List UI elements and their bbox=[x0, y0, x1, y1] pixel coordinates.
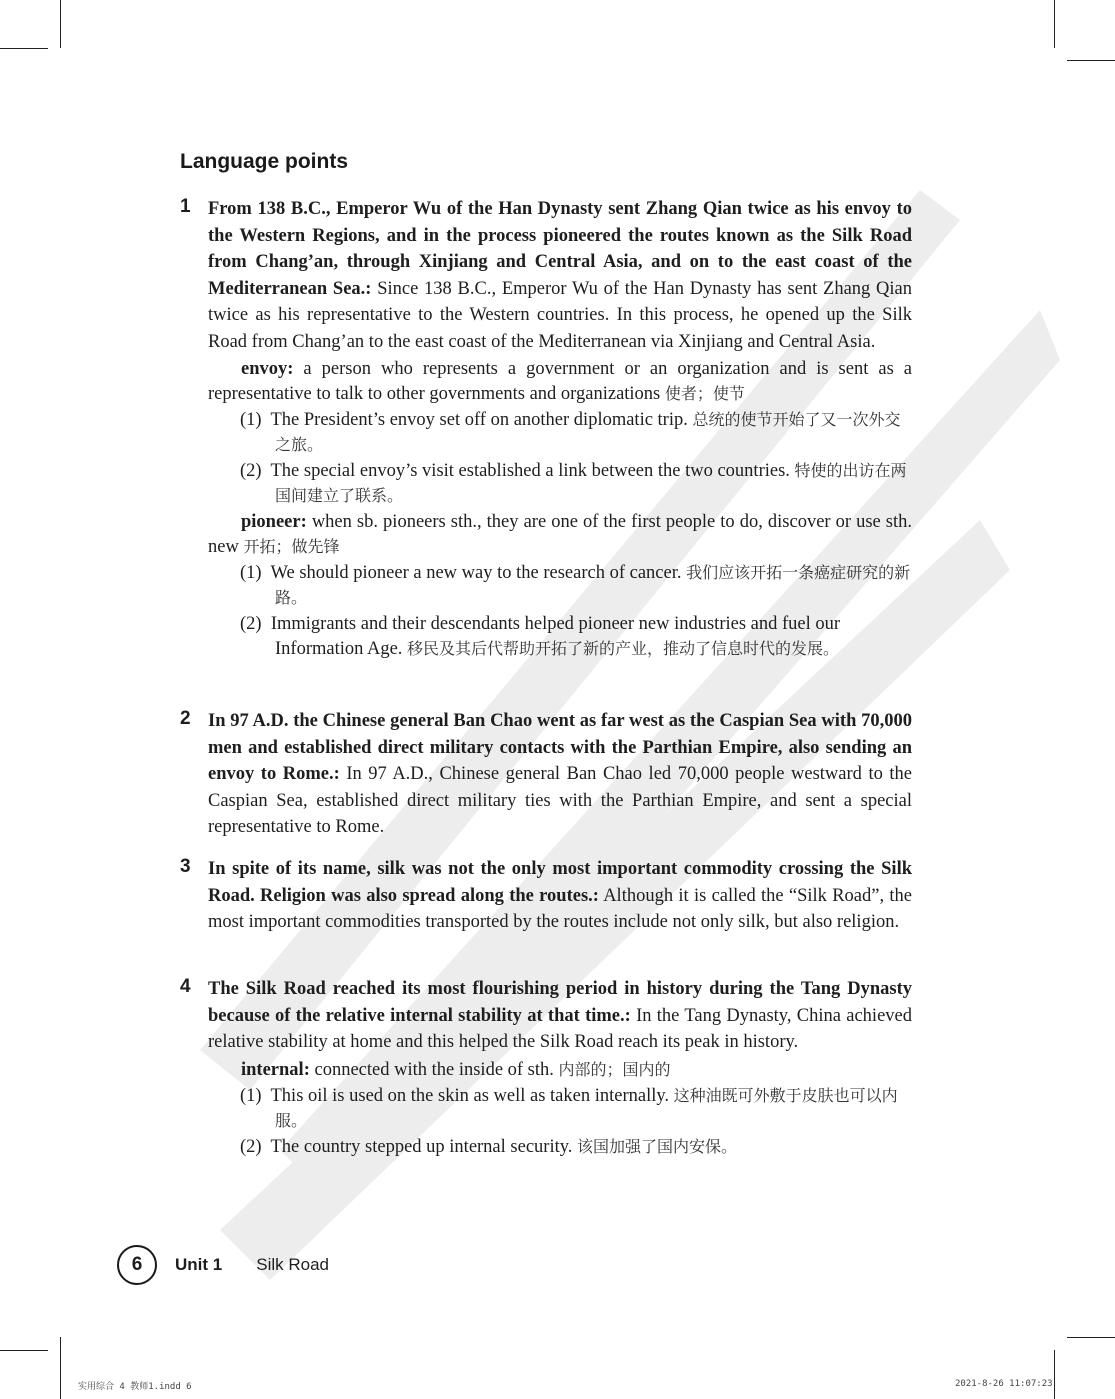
gloss-translation: 内部的；国内的 bbox=[558, 1059, 671, 1079]
gloss-entry bbox=[208, 357, 912, 406]
item-paragraph bbox=[208, 708, 912, 841]
gloss-term: pioneer: bbox=[241, 512, 307, 532]
item-sentence: From 138 B.C., Emperor Wu of the Han Dynasty sent Zhang Qian twice as his envoy to the Western Regions, and in the process pioneered the routes known as the Silk Road from Chang’an, through Xinjiang and Central Asia, and on to the east coast of the Mediterranean Sea.: bbox=[208, 199, 912, 299]
example-sentence bbox=[240, 459, 912, 508]
unit-label: Unit 1 bbox=[175, 1255, 223, 1274]
slug-timestamp: 2021-8-26 11:07:23 bbox=[955, 1379, 1053, 1389]
example-number: (1) bbox=[240, 1086, 262, 1106]
example-sentence bbox=[240, 1084, 912, 1133]
example-sentence bbox=[240, 1135, 912, 1160]
example-chinese: 总统的使节开始了又一次外交之旅。 bbox=[275, 410, 901, 454]
example-english: We should pioneer a new way to the research of cancer. bbox=[270, 563, 687, 583]
item-sentence: In spite of its name, silk was not the only most important commodity crossing the Silk Road. Religion was also spread along the routes.: bbox=[208, 859, 912, 906]
example-english: This oil is used on the skin as well as taken internally. bbox=[270, 1086, 674, 1106]
section-heading: Language points bbox=[180, 150, 348, 173]
example-sentence bbox=[240, 612, 912, 661]
item-paragraph bbox=[208, 856, 912, 936]
gloss-entry bbox=[208, 1058, 912, 1083]
example-number: (2) bbox=[240, 1137, 262, 1157]
item-number: 3 bbox=[180, 856, 191, 877]
language-point-4 bbox=[180, 976, 912, 1160]
item-number: 4 bbox=[180, 976, 191, 997]
item-sentence: In 97 A.D. the Chinese general Ban Chao went as far west as the Caspian Sea with 70,000 men and established direct military contacts with the Parthian Empire, also sending an envoy to Rome.: bbox=[208, 711, 912, 784]
unit-title: Silk Road bbox=[256, 1255, 329, 1274]
item-explanation: Although it is called the “Silk Road”, the most important commodities transported by the routes include not only silk, but also religion. bbox=[208, 885, 912, 932]
example-chinese: 特使的出访在两国间建立了联系。 bbox=[275, 461, 907, 505]
example-english: The President’s envoy set off on another diplomatic trip. bbox=[270, 410, 693, 430]
example-english: Immigrants and their descendants helped pioneer new industries and fuel our Information Age. bbox=[270, 614, 841, 659]
example-english: The special envoy’s visit established a link between the two countries. bbox=[270, 461, 795, 481]
example-chinese: 该国加强了国内安保。 bbox=[577, 1137, 738, 1156]
example-number: (2) bbox=[240, 461, 262, 481]
item-explanation: Since 138 B.C., Emperor Wu of the Han Dynasty has sent Zhang Qian twice as his representative to the Western countries. In this process, he opened up the Silk Road from Chang’an to the east coast of the Mediterranean via Xinjiang and Central Asia. bbox=[208, 278, 912, 352]
slug-file-info: 实用综合 4 教师1.indd 6 bbox=[78, 1382, 192, 1392]
gloss-term: envoy: bbox=[241, 359, 294, 379]
item-number: 2 bbox=[180, 708, 191, 729]
example-sentence bbox=[240, 561, 912, 610]
example-number: (1) bbox=[240, 410, 262, 430]
language-point-2 bbox=[180, 708, 912, 841]
gloss-translation: 使者；使节 bbox=[664, 383, 745, 403]
gloss-definition: connected with the inside of sth. bbox=[309, 1059, 559, 1080]
item-explanation: In 97 A.D., Chinese general Ban Chao led 70,000 people westward to the Caspian Sea, established direct military ties with the Parthian Empire, and sent a special representative to Rome. bbox=[208, 764, 912, 837]
item-sentence: The Silk Road reached its most flourishing period in history during the Tang Dynasty because of the relative internal stability at that time.: bbox=[208, 979, 912, 1026]
example-chinese: 移民及其后代帮助开拓了新的产业，推动了信息时代的发展。 bbox=[407, 638, 840, 658]
gloss-translation: 开拓；做先锋 bbox=[243, 536, 340, 556]
item-number: 1 bbox=[180, 196, 191, 217]
example-chinese: 这种油既可外敷于皮肤也可以内服。 bbox=[275, 1086, 898, 1130]
example-number: (1) bbox=[240, 563, 262, 583]
example-english: The country stepped up internal security. bbox=[270, 1137, 578, 1157]
language-point-3 bbox=[180, 856, 912, 936]
page-number: 6 bbox=[117, 1245, 157, 1285]
gloss-definition: when sb. pioneers sth., they are one of the first people to do, discover or use sth. new bbox=[208, 512, 912, 557]
item-paragraph bbox=[208, 976, 912, 1056]
gloss-definition: a person who represents a government or an organization and is sent as a representative to talk to other governments and organizations bbox=[208, 359, 912, 404]
item-explanation: In the Tang Dynasty, China achieved relative stability at home and this helped the Silk Road reach its peak in history. bbox=[208, 1005, 912, 1052]
gloss-entry bbox=[208, 510, 912, 559]
gloss-term: internal: bbox=[241, 1059, 310, 1080]
language-point-1 bbox=[180, 196, 912, 661]
item-paragraph bbox=[208, 196, 912, 355]
example-number: (2) bbox=[240, 614, 262, 634]
example-chinese: 我们应该开拓一条癌症研究的新路。 bbox=[275, 563, 911, 607]
example-sentence bbox=[240, 408, 912, 457]
page-footer bbox=[117, 1244, 329, 1286]
